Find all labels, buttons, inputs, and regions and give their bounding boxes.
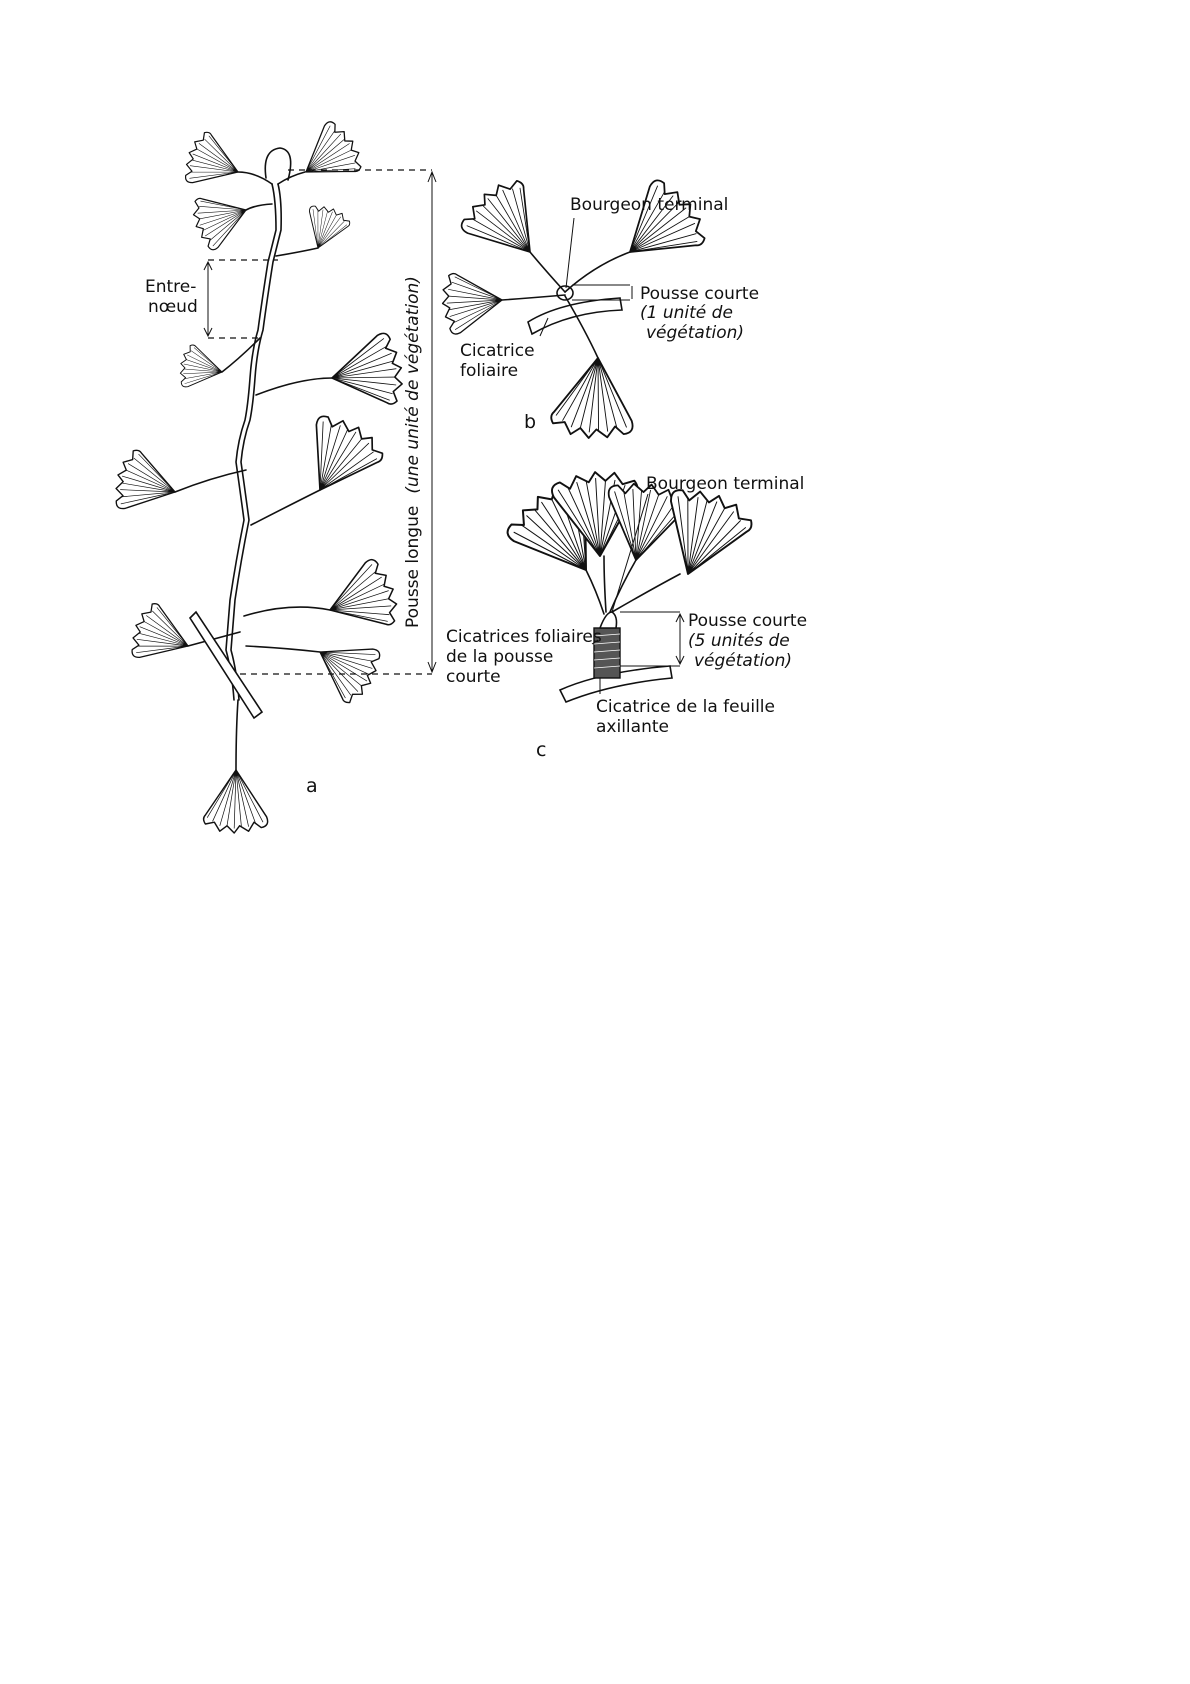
panel-b [440,171,759,441]
leaf [298,201,352,255]
leaf [319,556,405,642]
short-shoot-label-c-1: Pousse courte [688,611,808,631]
leaf [605,173,714,282]
leaf [550,354,639,441]
leaf-scar-label-1: Cicatrice [460,341,535,361]
leaf [187,185,255,253]
short-shoot-label-c-3: végétation) [694,651,793,671]
short-shoot-label-b-3: végétation) [646,323,745,343]
twig-b [528,298,622,334]
leaf [288,408,389,509]
leaf [126,600,198,673]
short-shoot-label-b-1: Pousse courte [640,284,760,304]
panel-c-letter: c [536,739,547,761]
old-twig [190,612,262,718]
terminal-bud-label-b: Bourgeon terminal [570,195,729,215]
leaf [454,171,558,275]
panel-a-letter: a [306,775,318,797]
leaf-scar-label-2: foliaire [460,361,519,381]
short-shoot-label-b-2: (1 unité de [640,303,733,323]
leaf [326,331,407,413]
panel-c [446,469,807,761]
axillant-scar-label-2: axillante [596,717,669,737]
panel-b-letter: b [524,411,537,433]
long-shoot-label: Pousse longue (une unité de végétation) [403,276,423,628]
terminal-bud-c [600,612,617,628]
short-shoot-label-c-2: (5 unités de [688,631,790,651]
leaf [110,447,183,521]
leaf [440,270,505,335]
leaf [290,117,369,196]
internode-label-line1: Entre- [145,277,197,297]
scars-label-c-3: courte [446,667,501,687]
leaf [180,129,248,197]
leaf [177,343,226,392]
leaf [204,770,268,833]
leaf [305,626,387,708]
internode-label-line2: nœud [148,297,198,317]
panel-a [110,117,436,833]
terminal-bud-label-c: Bourgeon terminal [646,474,805,494]
scars-label-c-1: Cicatrices foliaires [446,627,602,647]
scars-label-c-2: de la pousse [446,647,554,667]
axillant-scar-label-1: Cicatrice de la feuille [596,697,775,717]
petiole [238,172,272,184]
